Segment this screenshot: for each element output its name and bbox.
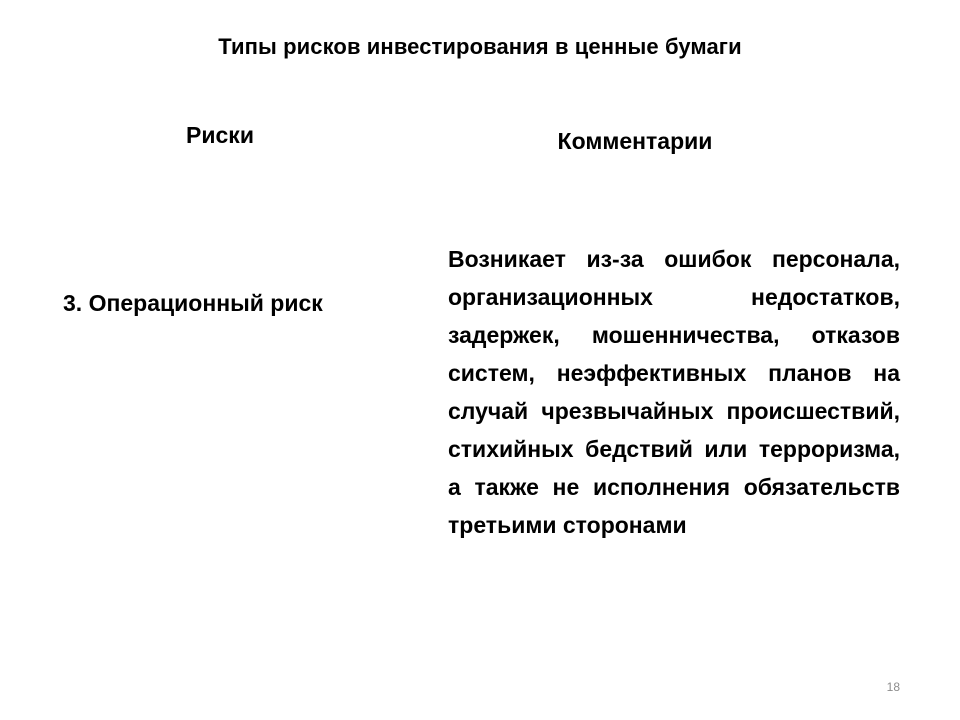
risk-name: 3. Операционный риск — [63, 290, 323, 316]
risk-comment: Возникает из-за ошибок персонала, организационных недостатков, задержек, мошенничества, отказов систем, неэффективных планов на случай чрезвычайных происшествий, стихийных бедствий или терроризма, а также не исполнения обязательств третьими сторонами — [448, 246, 900, 538]
risks-column-header: Риски — [186, 122, 254, 148]
comments-column-header: Комментарии — [557, 128, 713, 154]
slide-title: Типы рисков инвестирования в ценные бумаги — [218, 34, 742, 59]
page-number: 18 — [886, 680, 900, 694]
